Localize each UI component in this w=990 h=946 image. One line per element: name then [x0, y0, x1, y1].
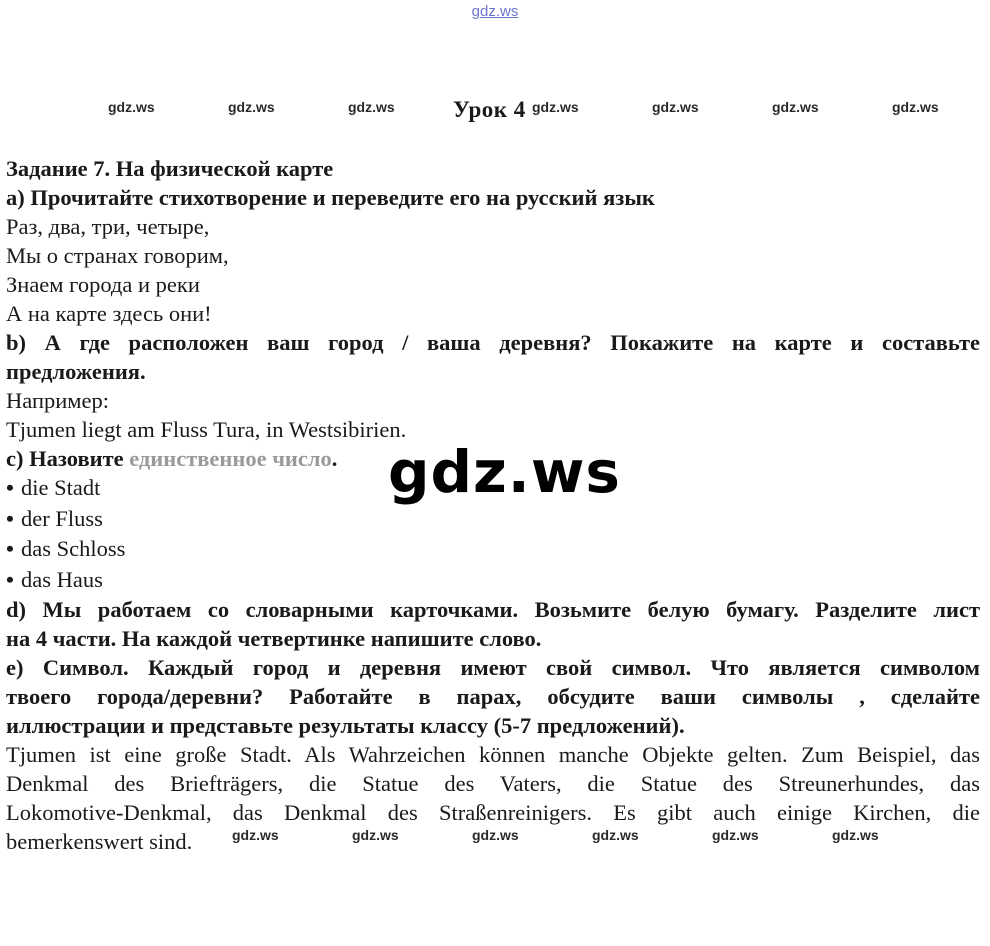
task-title: Задание 7. На физической карте [6, 156, 334, 181]
poem-line: А на карте здесь они! [6, 301, 212, 326]
list-item [6, 534, 980, 565]
answer-text-line: Lokomotive-Denkmal, das Denkmal des Straßenreinigers. Es gibt auch einige Kirchen, die [6, 800, 980, 825]
list-item-text: das Haus [21, 566, 103, 592]
part-b-instruction: b) А где расположен ваш город / ваша деревня? Покажите на карте и составьте [6, 330, 980, 355]
watermark: gdz.ws [712, 827, 759, 843]
lesson-title: Урок 4 [453, 97, 526, 122]
bullet-icon: • [6, 536, 14, 561]
watermark: gdz.ws [352, 827, 399, 843]
watermark: gdz.ws [348, 99, 395, 115]
poem-line: Мы о странах говорим, [6, 243, 229, 268]
answer-text-line: Tjumen ist eine große Stadt. Als Wahrzeichen können manche Objekte gelten. Zum Beispiel, das [6, 742, 980, 767]
part-c-instruction-start: c) Назовите [6, 446, 124, 471]
part-d-instruction-cont: на 4 части. На каждой четвертинке напишите слово. [6, 626, 542, 651]
watermark: gdz.ws [832, 827, 879, 843]
part-d-instruction: d) Мы работаем со словарными карточками. Возьмите белую бумагу. Разделите лист [6, 597, 980, 622]
bullet-icon: • [6, 566, 14, 592]
bullet-icon: • [6, 475, 14, 500]
part-b-instruction-cont: предложения. [6, 359, 146, 384]
part-a-instruction: a) Прочитайте стихотворение и переведите его на русский язык [6, 185, 655, 210]
list-item-text: die Stadt [21, 475, 101, 500]
poem-line: Раз, два, три, четыре, [6, 214, 210, 239]
list-item [6, 565, 980, 596]
part-e-instruction: e) Символ. Каждый город и деревня имеют свой символ. Что является символом [6, 655, 980, 680]
bullet-icon: • [6, 505, 14, 531]
watermark: gdz.ws [892, 99, 939, 115]
part-e-instruction-end: иллюстрации и представьте результаты классу (5-7 предложений). [6, 713, 685, 738]
watermark: gdz.ws [532, 99, 579, 115]
part-c-instruction-end: . [331, 446, 338, 471]
site-link[interactable]: gdz.ws [471, 3, 519, 20]
list-item-text: das Schloss [21, 536, 126, 561]
example-label: Например: [6, 388, 109, 413]
watermark: gdz.ws [472, 827, 519, 843]
watermark-large: gdz.ws [388, 438, 621, 506]
list-item-text: der Fluss [21, 505, 103, 531]
answer-text-line: Denkmal des Briefträgers, die Statue des Vaters, die Statue des Streunerhundes, das [6, 771, 980, 796]
watermark: gdz.ws [592, 827, 639, 843]
watermark: gdz.ws [772, 99, 819, 115]
part-c-instruction-faded: единственное число [123, 446, 332, 471]
part-e-instruction-cont: твоего города/деревни? Работайте в парах, обсудите ваши символы , сделайте [6, 684, 980, 709]
watermark: gdz.ws [232, 827, 279, 843]
watermark: gdz.ws [652, 99, 699, 115]
answer-text-line: bemerkenswert sind. [6, 829, 193, 854]
list-item [6, 504, 980, 535]
watermark: gdz.ws [108, 99, 155, 115]
watermark: gdz.ws [228, 99, 275, 115]
poem-line: Знаем города и реки [6, 272, 200, 297]
example-sentence: Tjumen liegt am Fluss Tura, in Westsibirien. [6, 417, 407, 442]
